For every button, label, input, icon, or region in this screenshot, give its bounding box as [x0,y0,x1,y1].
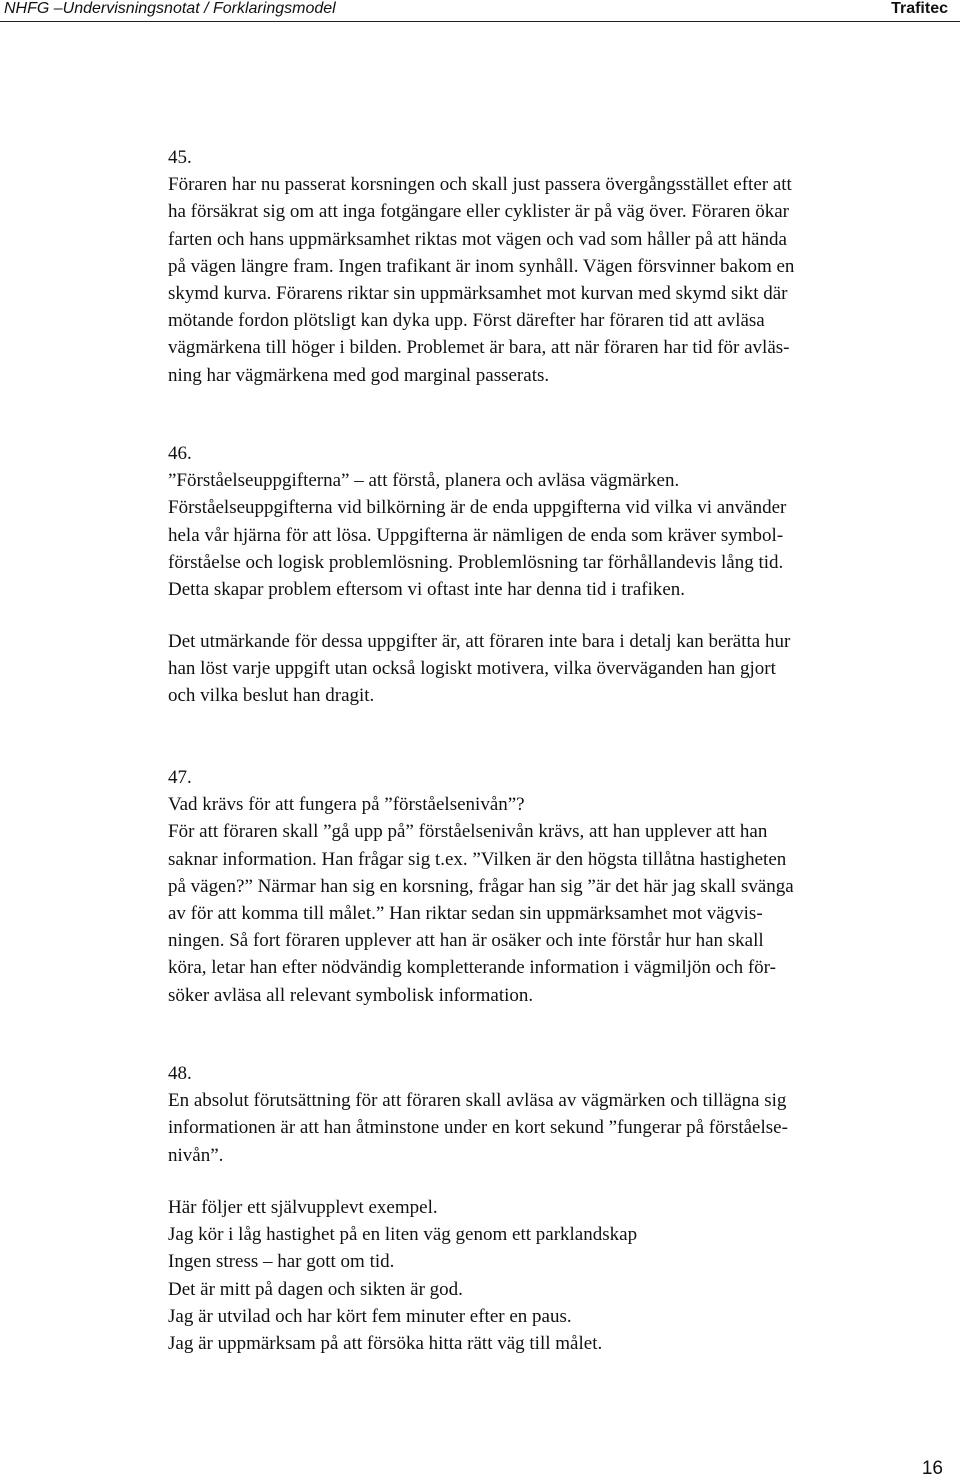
paragraph-line: ha försäkrat sig om att inga fotgängare eller cyklister är på väg över. Föraren ökar [168,201,789,223]
example-line: Jag kör i låg hastighet på en liten väg genom ett parklandskap [168,1224,638,1246]
paragraph-line: Det utmärkande för dessa uppgifter är, att föraren inte bara i detalj kan berätta hur [168,631,791,652]
paragraph-line: Detta skapar problem eftersom vi oftast inte har denna tid i trafiken. [168,578,686,600]
paragraph-line: på vägen längre fram. Ingen trafikant är inom synhåll. Vägen försvinner bakom en [168,255,795,277]
header-brand: Trafitec [891,0,948,17]
example-line: Jag är uppmärksam på att försöka hitta rätt väg till målet. [168,1332,603,1354]
section-45 [168,144,948,389]
section-number: 46. [168,443,192,464]
section-number: 45. [168,147,192,168]
example-line: Det är mitt på dagen och sikten är god. [168,1278,463,1300]
paragraph-line: ningen. Så fort föraren upplever att han är osäker och inte förstår hur han skall [168,930,764,952]
page-number: 16 [921,1458,943,1479]
paragraph-line: mötande fordon plötsligt kan dyka upp. Först därefter har föraren tid att avläsa [168,310,765,332]
paragraph-line: informationen är att han åtminstone under en kort sekund ”fungerar på förståelse- [168,1117,788,1139]
section-number: 48. [168,1063,192,1084]
header-divider [0,21,960,22]
section-number: 47. [168,767,192,788]
example-line: Ingen stress – har gott om tid. [168,1251,395,1273]
section-46-paragraph-2 [168,628,948,710]
section-48 [168,1060,948,1169]
paragraph-line: nivån”. [168,1144,224,1166]
paragraph-line: och vilka beslut han dragit. [168,685,375,707]
paragraph-line: han löst varje uppgift utan också logiskt motivera, vilka överväganden han gjort [168,658,776,680]
paragraph-line: farten och hans uppmärksamhet riktas mot vägen och vad som håller på att hända [168,228,787,250]
paragraph-line: köra, letar han efter nödvändig kompletterande information i vägmiljön och för- [168,957,776,979]
paragraph-line: En absolut förutsättning för att föraren skall avläsa av vägmärken och tillägna sig [168,1090,787,1112]
example-list [168,1194,948,1357]
paragraph-line: ning har vägmärkena med god marginal passerats. [168,364,550,386]
paragraph-line: på vägen?” Närmar han sig en korsning, frågar han sig ”är det här jag skall svänga [168,875,794,897]
example-line: Jag är utvilad och har kört fem minuter efter en paus. [168,1305,572,1327]
section-heading: ”Förståelseuppgifterna” – att förstå, planera och avläsa vägmärken. [168,470,680,492]
paragraph-line: söker avläsa all relevant symbolisk information. [168,984,534,1006]
paragraph-line: förståelse och logisk problemlösning. Problemlösning tar förhållandevis lång tid. [168,551,784,573]
paragraph-line: Förståelseuppgifterna vid bilkörning är de enda uppgifterna vid vilka vi använder [168,497,787,519]
paragraph-line: Föraren har nu passerat korsningen och skall just passera övergångsstället efter att [168,174,792,196]
section-46 [168,440,948,603]
section-47 [168,764,948,1009]
paragraph-line: skymd kurva. Förarens riktar sin uppmärksamhet mot kurvan med skymd sikt där [168,282,788,304]
header-title: NHFG –Undervisningsnotat / Forklaringsmodel [4,0,336,17]
section-heading: Vad krävs för att fungera på ”förståelsenivån”? [168,794,525,816]
paragraph-line: För att föraren skall ”gå upp på” förståelsenivån krävs, att han upplever att han [168,821,768,843]
page-header [0,0,960,22]
paragraph-line: vägmärkena till höger i bilden. Problemet är bara, att när föraren har tid för avläs- [168,337,790,359]
paragraph-line: av för att komma till målet.” Han riktar sedan sin uppmärksamhet mot vägvis- [168,902,763,924]
paragraph-line: saknar information. Han frågar sig t.ex. ”Vilken är den högsta tillåtna hastigheten [168,848,787,870]
example-line: Här följer ett självupplevt exempel. [168,1197,438,1218]
paragraph-line: hela vår hjärna för att lösa. Uppgifterna är nämligen de enda som kräver symbol- [168,524,784,546]
